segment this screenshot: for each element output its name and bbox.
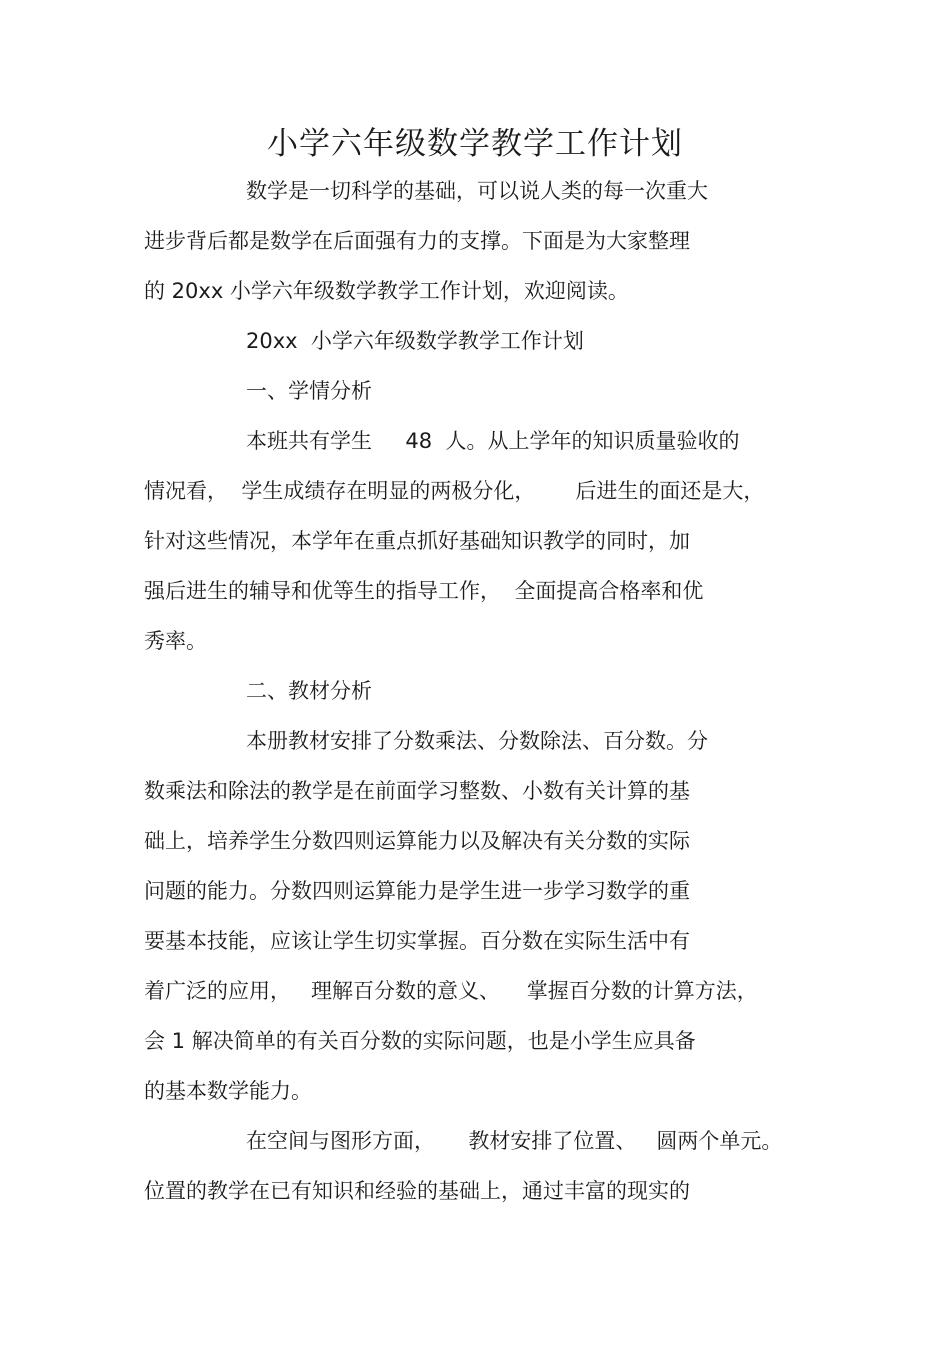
intro-line-2: 进步背后都是数学在后面强有力的支撑。下面是为大家整理: [144, 229, 690, 253]
paragraph-line: 数乘法和除法的教学是在前面学习整数、小数有关计算的基: [144, 779, 690, 803]
subtitle-line: 20xx 小学六年级数学教学工作计划: [246, 329, 584, 353]
intro-line-1: 数学是一切科学的基础，可以说人类的每一次重大: [246, 179, 708, 203]
paragraph-line: 要基本技能，应该让学生切实掌握。百分数在实际生活中有: [144, 929, 690, 953]
paragraph-line: 秀率。: [144, 629, 207, 653]
paragraph-line: 位置的教学在已有知识和经验的基础上，通过丰富的现实的: [144, 1179, 690, 1203]
paragraph-line: 针对这些情况，本学年在重点抓好基础知识教学的同时，加: [144, 529, 690, 553]
section-heading-1: 一、学情分析: [246, 379, 372, 403]
paragraph-line: 础上，培养学生分数四则运算能力以及解决有关分数的实际: [144, 829, 690, 853]
paragraph-line: 问题的能力。分数四则运算能力是学生进一步学习数学的重: [144, 879, 690, 903]
paragraph-line: 的基本数学能力。: [144, 1079, 312, 1103]
page-title: 小学六年级数学教学工作计划: [267, 126, 683, 162]
paragraph-line: 着广泛的应用， 理解百分数的意义、 掌握百分数的计算方法，: [144, 979, 758, 1003]
intro-line-3: 的 20xx 小学六年级数学教学工作计划，欢迎阅读。: [144, 279, 629, 303]
paragraph-line: 本班共有学生 48 人。从上学年的知识质量验收的: [246, 429, 740, 453]
paragraph-line: 在空间与图形方面， 教材安排了位置、 圆两个单元。: [246, 1129, 783, 1153]
paragraph-line: 会 1 解决简单的有关百分数的实际问题，也是小学生应具备: [144, 1029, 696, 1053]
paragraph-line: 本册教材安排了分数乘法、分数除法、百分数。分: [246, 729, 708, 753]
section-heading-2: 二、教材分析: [246, 679, 372, 703]
paragraph-line: 情况看， 学生成绩存在明显的两极分化， 后进生的面还是大，: [144, 479, 765, 503]
paragraph-line: 强后进生的辅导和优等生的指导工作， 全面提高合格率和优: [144, 579, 704, 603]
